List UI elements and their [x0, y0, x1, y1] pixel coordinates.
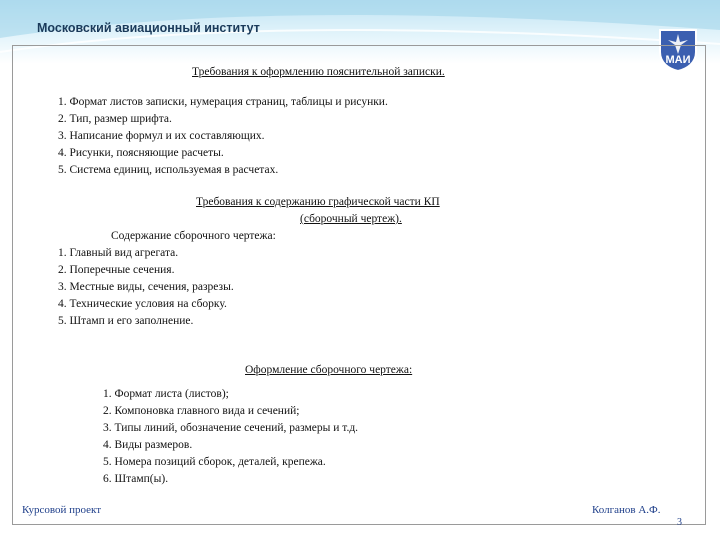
- footer-course-project: Курсовой проект: [22, 504, 102, 516]
- section2-list: [58, 245, 234, 330]
- list-item: 2. Компоновка главного вида и сечений;: [103, 405, 300, 417]
- list-item: 6. Штамп(ы).: [103, 473, 169, 485]
- section2-heading-line2: (сборочный чертеж).: [300, 213, 402, 225]
- section3-heading: Оформление сборочного чертежа:: [245, 364, 413, 376]
- logo-text: МАИ: [665, 54, 691, 66]
- list-item: 4. Технические условия на сборку.: [58, 298, 227, 310]
- section2-subheading: Содержание сборочного чертежа:: [111, 230, 276, 242]
- institute-title: Московский авиационный институт: [37, 21, 260, 35]
- list-item: 4. Рисунки, поясняющие расчеты.: [58, 147, 224, 159]
- list-item: 3. Написание формул и их составляющих.: [58, 130, 265, 142]
- list-item: 1. Формат листа (листов);: [103, 388, 229, 400]
- list-item: 3. Типы линий, обозначение сечений, размеры и т.д.: [103, 422, 359, 434]
- list-item: 2. Поперечные сечения.: [58, 264, 175, 276]
- page-number: 3: [677, 517, 682, 528]
- section3-list: [103, 386, 358, 488]
- section2-heading-line1: Требования к содержанию графической части КП: [196, 196, 440, 208]
- section1-heading: Требования к оформлению пояснительной записки.: [192, 66, 445, 78]
- list-item: 5. Штамп и его заполнение.: [58, 315, 194, 327]
- list-item: 1. Формат листов записки, нумерация страниц, таблицы и рисунки.: [58, 96, 388, 108]
- list-item: 3. Местные виды, сечения, разрезы.: [58, 281, 234, 293]
- list-item: 5. Система единиц, используемая в расчетах.: [58, 164, 279, 176]
- list-item: 4. Виды размеров.: [103, 439, 193, 451]
- list-item: 1. Главный вид агрегата.: [58, 247, 179, 259]
- list-item: 5. Номера позиций сборок, деталей, крепежа.: [103, 456, 326, 468]
- list-item: 2. Тип, размер шрифта.: [58, 113, 172, 125]
- footer-author: Колганов А.Ф.: [592, 504, 661, 516]
- section1-list: [58, 94, 388, 179]
